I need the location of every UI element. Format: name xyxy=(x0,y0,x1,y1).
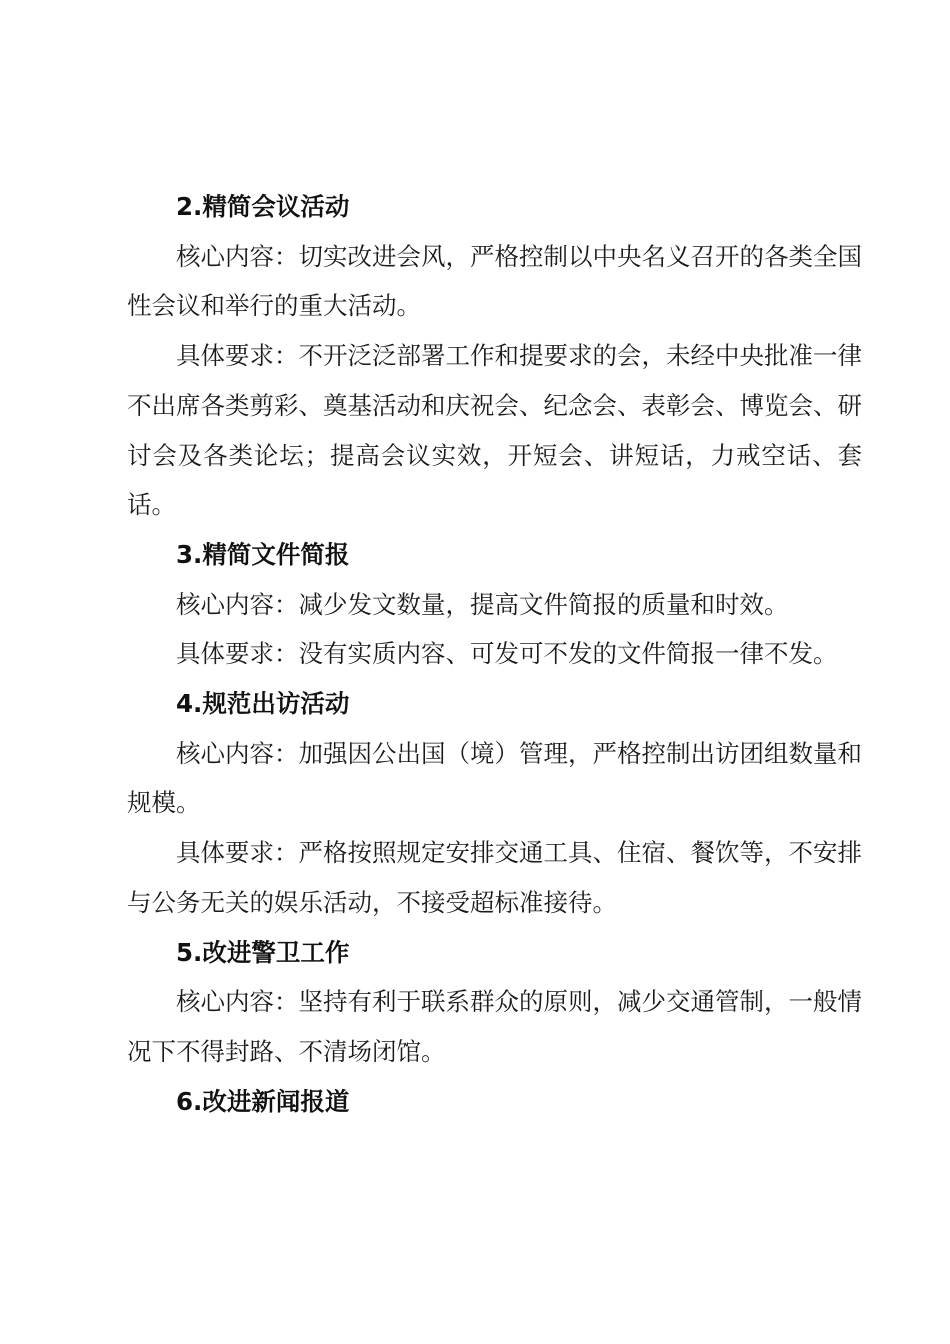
section-6 xyxy=(127,1077,862,1127)
requirement-paragraph: 具体要求：严格按照规定安排交通工具、住宿、餐饮等，不安排与公务无关的娱乐活动，不接受超标准接待。 xyxy=(127,838,862,917)
requirement-paragraph: 具体要求：不开泛泛部署工作和提要求的会，未经中央批准一律不出席各类剪彩、奠基活动和庆祝会、纪念会、表彰会、博览会、研讨会及各类论坛；提高会议实效，开短会、讲短话，力戒空话、套话。 xyxy=(127,341,862,520)
document-body xyxy=(127,182,862,1126)
section-3 xyxy=(127,530,862,679)
core-content-paragraph: 核心内容：减少发文数量，提高文件简报的质量和时效。 xyxy=(176,589,789,619)
section-2 xyxy=(127,182,862,530)
core-content-paragraph: 核心内容：加强因公出国（境）管理，严格控制出访团组数量和规模。 xyxy=(127,738,862,818)
section-heading: 6.改进新闻报道 xyxy=(176,1086,350,1116)
core-content-paragraph: 核心内容：坚持有利于联系群众的原则，减少交通管制，一般情况下不得封路、不清场闭馆。 xyxy=(127,987,862,1066)
section-heading: 4.规范出访活动 xyxy=(176,689,350,719)
core-content-paragraph: 核心内容：切实改进会风，严格控制以中央名义召开的各类全国性会议和举行的重大活动。 xyxy=(127,241,862,321)
section-heading: 5.改进警卫工作 xyxy=(176,937,350,967)
requirement-paragraph: 具体要求：没有实质内容、可发可不发的文件简报一律不发。 xyxy=(176,639,838,669)
section-heading: 3.精简文件简报 xyxy=(176,539,350,569)
section-4 xyxy=(127,679,862,928)
section-heading: 2.精简会议活动 xyxy=(176,192,350,221)
section-5 xyxy=(127,928,862,1077)
